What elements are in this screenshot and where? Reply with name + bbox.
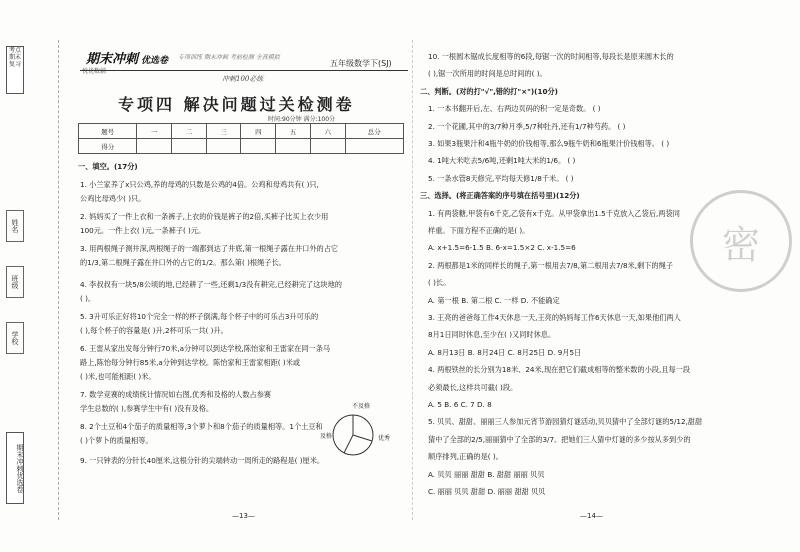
confidential-seal: 密 <box>690 190 792 292</box>
question-line: C. 丽丽 贝贝 甜甜 D. 丽丽 甜甜 贝贝 <box>428 487 546 496</box>
question-line: 猜中了全部的2/5,丽丽猜中了全部的3/7。把她们三人猜中灯谜的多少按从多到少的 <box>428 434 691 444</box>
score-cell: 题号 <box>79 124 137 139</box>
question-line: ( ),锯一次所用的时间是总时间的( )。 <box>428 69 547 79</box>
pie-label-fail: 不及格 <box>352 403 371 410</box>
question-line: ( )个萝卜的质量相等。 <box>80 436 153 445</box>
center-fold <box>412 40 413 520</box>
question-line: ( )米,也可能相距( )米。 <box>80 372 156 381</box>
question-line: 8月1日同时休息,至少在( )又同时休息。 <box>428 330 556 340</box>
score-cell <box>241 139 276 154</box>
school-slot: 学校 <box>6 322 24 354</box>
question-line: 5. 贝贝、甜甜、丽丽三人参加元宵节游园猜灯谜活动,贝贝猜中了全部灯谜的5/12,甜甜 <box>428 417 703 427</box>
question-line: 9. 一只钟表的分针长40厘米,这根分针的尖端转动一周所走的路程是( )厘米。 <box>80 456 325 465</box>
publisher: 悦优数辅 <box>82 68 107 75</box>
score-cell <box>310 139 345 154</box>
score-cell <box>206 139 241 154</box>
page-number-right: —14— <box>580 512 603 520</box>
question-line: 4. 李叔叔有一块5/8公顷的地,已经耕了一些,还剩1/3没有耕完,已经耕完了这块地的 <box>80 280 342 289</box>
question-line: 3. 如果3瓶果汁和4瓶牛奶的价钱相等,那么9瓶牛奶和6瓶果汁价钱相等。 ( ) <box>428 139 670 148</box>
score-cell: 一 <box>137 124 172 139</box>
question-line: 7. 数学竞赛的成绩统计情况如右图,优秀和及格的人数占参赛 <box>80 390 272 399</box>
question-line: A. 贝贝 丽丽 甜甜 B. 甜甜 丽丽 贝贝 <box>428 469 545 479</box>
question-line: ( ),每个杯子的容量是( )升,2杯可乐一共( )升。 <box>80 326 228 335</box>
question-line: 1. 小兰家养了x只公鸡,养的母鸡的只数是公鸡的4倍。公鸡和母鸡共有( )只, <box>80 180 319 189</box>
cut-line <box>58 40 59 520</box>
score-cell: 四 <box>241 124 276 139</box>
question-line: A. x+1.5=6-1.5 B. 6-x=1.5×2 C. x-1.5=6 <box>428 243 576 253</box>
question-line: 10. 一根圆木锯成长度相等的6段,每锯一次的时间相等,每段长是原来圆木长的 <box>428 52 674 61</box>
question-line: 公鸡比母鸡少( )只。 <box>80 194 146 203</box>
score-cell <box>137 139 172 154</box>
question-line: 2. 两根都是1米的同样长的绳子,第一根用去7/8,第二根用去7/8米,剩下的绳子 <box>428 260 673 270</box>
score-cell: 五 <box>276 124 311 139</box>
score-cell <box>276 139 311 154</box>
question-line: 必须最长,这样共可截( )段。 <box>428 382 518 392</box>
score-cell: 得分 <box>79 139 137 154</box>
question-line: ( )。 <box>80 294 96 303</box>
question-line: 1. 一本书翻开后,左、右两边页码的积一定是奇数。 ( ) <box>428 104 601 114</box>
question-line: 5. 3升可乐正好将10个完全一样的杯子倒满,每个杯子中的可乐占3升可乐的 <box>80 312 319 321</box>
exam-meta: 时间:90分钟 满分:100分 <box>268 116 336 123</box>
binding-strip <box>0 40 28 510</box>
question-line: A. 第一根 B. 第二根 C. 一样 D. 不能确定 <box>428 295 560 305</box>
question-line: 路上,陈怡每分钟行85米,a分钟到达学校。陈怡家和王雷家相距( )米或 <box>80 358 301 367</box>
pie-label-pass: 及格 <box>320 433 333 440</box>
binding-brand-bottom: 期末冲刺优选卷 <box>6 432 24 504</box>
question-line: 4. 两根铁丝的长分别为18米、24米,现在把它们截成相等的整米数的小段,且每一段 <box>428 365 691 375</box>
score-cell <box>345 139 403 154</box>
question-line: 样重。下面方程不正确的是( )。 <box>428 226 530 235</box>
score-cell: 总分 <box>345 124 403 139</box>
question-line: 学生总数的( ),参赛学生中有( )没有及格。 <box>80 404 214 413</box>
question-line: 3. 用两根绳子测井深,两根绳子的一端都到达了井底,第一根绳子露在井口外的占它 <box>80 244 339 253</box>
score-cell: 二 <box>172 124 207 139</box>
pie-label-excellent: 优秀 <box>378 435 391 442</box>
sub-slogan: 冲刺100必练 <box>222 75 264 83</box>
question-line: A. 5 B. 6 C. 7 D. 8 <box>428 400 492 409</box>
question-line: 8. 2个土豆和4个茄子的质量相等,3个萝卜和8个茄子的质量相等。1个土豆和 <box>80 422 323 431</box>
score-cell: 六 <box>310 124 345 139</box>
question-line: 2. 妈妈买了一件上衣和一条裤子,上衣的价钱是裤子的2倍,买裤子比买上衣少用 <box>80 212 329 221</box>
page-number-left: —13— <box>232 512 255 520</box>
brand-logo: 期末冲刺 优选卷 <box>86 52 169 67</box>
question-line: 1. 有两袋糖,甲袋有6千克,乙袋有x千克。从甲袋拿出1.5千克放入乙袋后,两袋同 <box>428 208 680 218</box>
section-heading: 三、选择。(将正确答案的序号填在括号里)(12分) <box>420 191 580 201</box>
question-line: 4. 1吨大米吃去5/6吨,还剩1吨大米的1/6。 ( ) <box>428 156 576 166</box>
score-table <box>78 123 404 154</box>
page-title: 专项四 解决问题过关检测卷 <box>118 95 355 114</box>
section-heading: 二、判断。(对的打"√",错的打"×")(10分) <box>420 86 558 96</box>
score-pie-chart <box>328 410 378 460</box>
class-slot: 班级 <box>6 266 24 298</box>
score-cell <box>172 139 207 154</box>
question-line: A. 8月13日 B. 8月24日 C. 8月25日 D. 9月5日 <box>428 347 582 357</box>
question-line: 3. 王亮的爸爸每工作4天休息一天,王亮的妈妈每工作6天休息一天,如果他们两人 <box>428 313 681 322</box>
question-line: 6. 王雷从家出发每分钟行70米,a分钟可以到达学校,陈怡家和王雷家在同一条马 <box>80 344 331 353</box>
question-line: 的1/3,第二根绳子露在井口外的占它的1/2。那么第( )根绳子长。 <box>80 258 286 267</box>
question-line: 顺序排列,正确的是( )。 <box>428 452 503 462</box>
score-cell: 三 <box>206 124 241 139</box>
section-heading: 一、填空。(17分) <box>78 162 138 171</box>
header-rule <box>80 48 408 71</box>
question-line: ( )长。 <box>428 278 451 288</box>
question-line: 100元。一件上衣( )元,一条裤子( )元。 <box>80 226 206 235</box>
question-line: 5. 一条水管8天修完,平均每天修1/8千米。 ( ) <box>428 173 574 183</box>
question-line: 2. 一个花圃,其中的3/7种月季,5/7种牡丹,还有1/7种芍药。 ( ) <box>428 121 626 131</box>
name-slot: 姓名 <box>6 210 24 242</box>
slogan: 专项训练 期末冲刺 考前检测 全真模拟 <box>178 54 280 61</box>
grade-label: 五年级数学下(SJ) <box>330 59 392 68</box>
binding-brand-top: 考点期末复习 <box>6 46 24 94</box>
